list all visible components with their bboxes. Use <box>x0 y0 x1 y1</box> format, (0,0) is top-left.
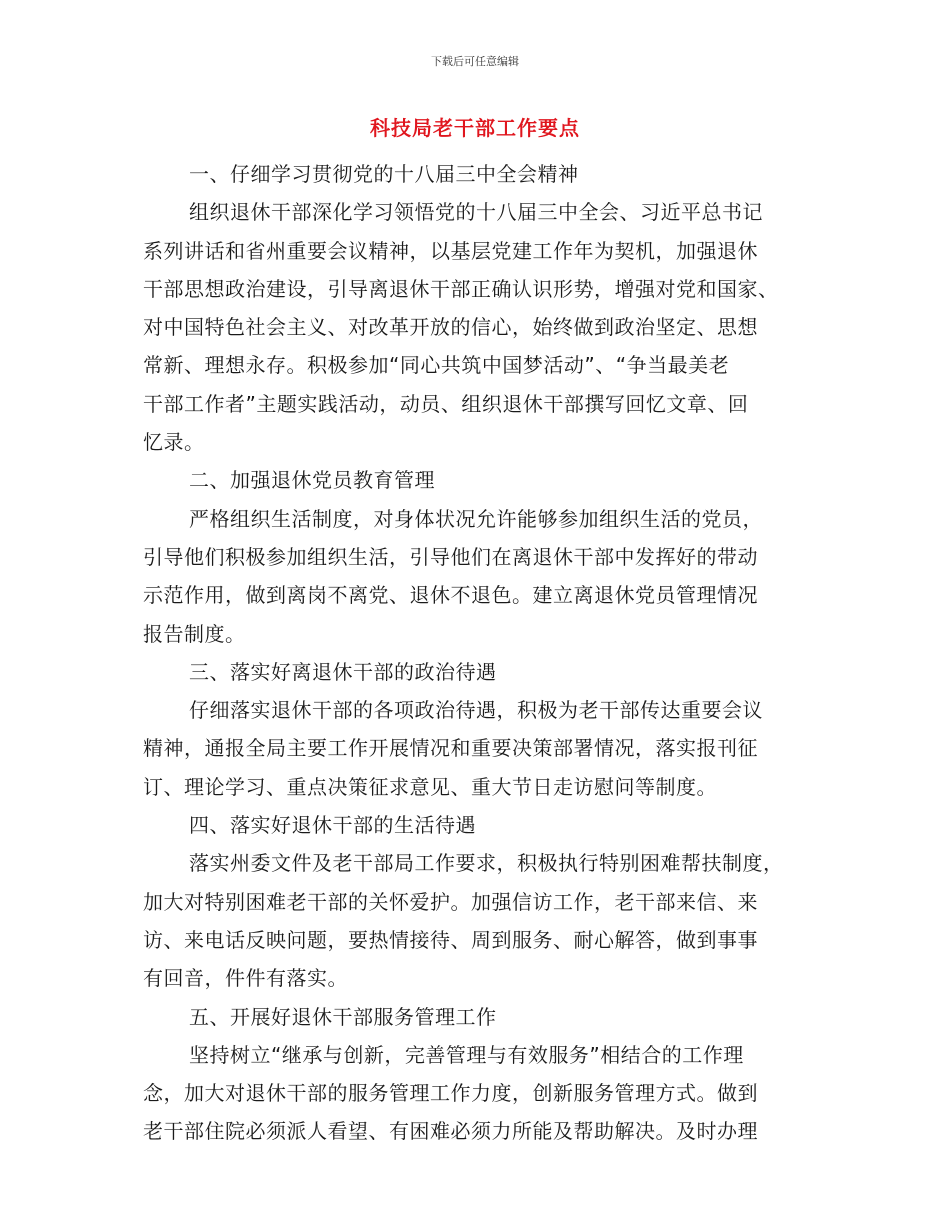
header-note: 下载后可任意编辑 <box>431 55 519 68</box>
paragraph-line: 老干部住院必须派人看望、有困难必须力所能及帮助解决。及时办理 <box>143 1119 758 1144</box>
paragraph-line: 精神，通报全局主要工作开展情况和重要决策部署情况，落实报刊征 <box>143 736 758 761</box>
paragraph-line: 干部工作者”主题实践活动，动员、组织退休干部撰写回忆文章、回 <box>143 391 749 416</box>
section-heading-3: 三、落实好离退休干部的政治待遇 <box>189 659 497 684</box>
paragraph-line: 坚持树立“继承与创新，完善管理与有效服务”相结合的工作理 <box>189 1042 744 1067</box>
paragraph-line: 组织退休干部深化学习领悟党的十八届三中全会、习近平总书记 <box>189 200 763 225</box>
paragraph-line: 示范作用，做到离岗不离党、退休不退色。建立离退休党员管理情况 <box>143 583 758 608</box>
paragraph-line: 引导他们积极参加组织生活，引导他们在离退休干部中发挥好的带动 <box>143 544 758 569</box>
paragraph-line: 订、理论学习、重点决策征求意见、重大节日走访慰问等制度。 <box>143 774 717 799</box>
paragraph-line: 仔细落实退休干部的各项政治待遇，积极为老干部传达重要会议 <box>189 698 763 723</box>
paragraph-line: 报告制度。 <box>143 621 246 646</box>
section-heading-5: 五、开展好退休干部服务管理工作 <box>189 1004 497 1029</box>
paragraph-line: 常新、理想永存。积极参加“同心共筑中国梦活动”、“争当最美老 <box>143 353 730 378</box>
paragraph-line: 落实州委文件及老干部局工作要求，积极执行特别困难帮扶制度， <box>189 851 784 876</box>
paragraph-line: 加大对特别困难老干部的关怀爱护。加强信访工作，老干部来信、来 <box>143 889 758 914</box>
section-heading-1: 一、仔细学习贯彻党的十八届三中全会精神 <box>189 162 579 186</box>
paragraph-line: 有回音，件件有落实。 <box>143 966 348 991</box>
document-title: 科技局老干部工作要点 <box>370 116 580 140</box>
paragraph-line: 严格组织生活制度，对身体状况允许能够参加组织生活的党员， <box>189 506 763 531</box>
section-heading-4: 四、落实好退休干部的生活待遇 <box>189 813 476 838</box>
paragraph-line: 忆录。 <box>143 430 205 455</box>
paragraph-line: 念，加大对退休干部的服务管理工作力度，创新服务管理方式。做到 <box>143 1081 758 1106</box>
paragraph-line: 对中国特色社会主义、对改革开放的信心，始终做到政治坚定、思想 <box>143 315 758 340</box>
paragraph-line: 干部思想政治建设，引导离退休干部正确认识形势，增强对党和国家、 <box>143 276 779 301</box>
paragraph-line: 系列讲话和省州重要会议精神，以基层党建工作年为契机，加强退休 <box>143 238 758 263</box>
document-body <box>143 155 808 1151</box>
section-heading-2: 二、加强退休党员教育管理 <box>189 468 435 493</box>
paragraph-line: 访、来电话反映问题，要热情接待、周到服务、耐心解答，做到事事 <box>143 927 758 952</box>
